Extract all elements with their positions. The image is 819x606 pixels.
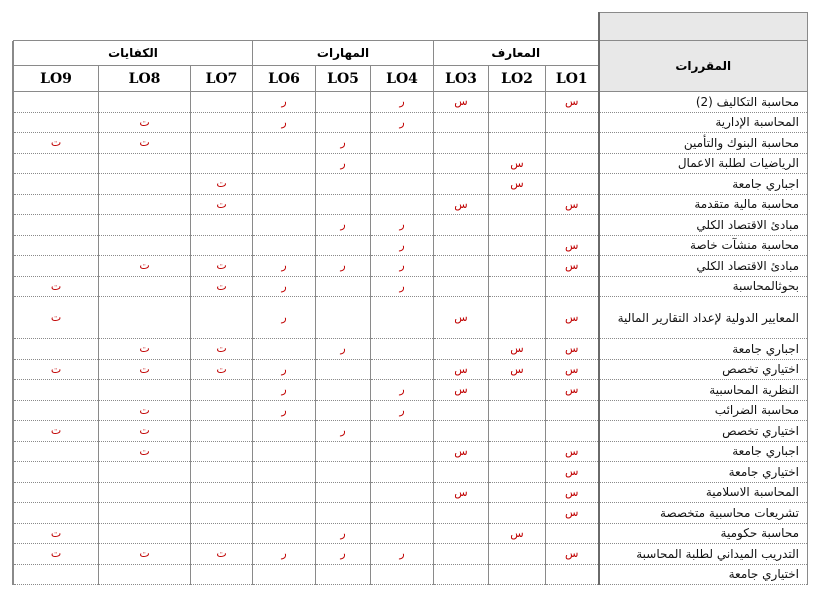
mapping-cell: س [434, 297, 489, 339]
mapping-cell [546, 564, 599, 585]
mapping-cell [489, 297, 546, 339]
mapping-cell: س [434, 92, 489, 113]
mapping-cell [316, 482, 371, 503]
mapping-cell [253, 235, 316, 256]
mapping-cell [434, 133, 489, 154]
mapping-cell: ت [99, 256, 191, 277]
table-row [13, 133, 808, 154]
mapping-cell: ت [99, 400, 191, 421]
outcome-header-lo4: LO4 [371, 66, 434, 92]
mapping-cell [489, 215, 546, 236]
course-name: اجباري جامعة [599, 339, 808, 360]
course-name: محاسبة الضرائب [599, 400, 808, 421]
mapping-cell [434, 503, 489, 524]
mapping-cell: س [434, 482, 489, 503]
mapping-cell: س [546, 462, 599, 483]
mapping-cell: س [434, 380, 489, 401]
mapping-cell [371, 359, 434, 380]
mapping-cell [191, 441, 253, 462]
mapping-cell [14, 153, 99, 174]
mapping-cell [489, 92, 546, 113]
mapping-cell [489, 112, 546, 133]
mapping-cell: ت [191, 339, 253, 360]
mapping-cell [191, 482, 253, 503]
mapping-cell: ت [14, 544, 99, 565]
mapping-cell: س [434, 441, 489, 462]
mapping-cell [489, 462, 546, 483]
table-row [13, 400, 808, 421]
mapping-cell: ت [99, 112, 191, 133]
table-row [13, 112, 808, 133]
mapping-cell: ر [316, 523, 371, 544]
course-name: محاسبة منشآت خاصة [599, 235, 808, 256]
mapping-cell [434, 462, 489, 483]
mapping-cell: ت [14, 421, 99, 442]
group-knowledge: المعارف [434, 41, 599, 66]
mapping-cell [191, 523, 253, 544]
mapping-cell: س [546, 92, 599, 113]
mapping-cell [99, 380, 191, 401]
matrix-table [12, 12, 808, 585]
mapping-cell [14, 112, 99, 133]
mapping-cell [99, 174, 191, 195]
mapping-cell [316, 112, 371, 133]
mapping-cell [14, 441, 99, 462]
mapping-cell [191, 235, 253, 256]
mapping-cell: ت [14, 133, 99, 154]
mapping-cell: ر [316, 133, 371, 154]
course-name: مبادئ الاقتصاد الكلي [599, 256, 808, 277]
mapping-cell [546, 523, 599, 544]
mapping-cell: س [546, 482, 599, 503]
mapping-cell [14, 503, 99, 524]
mapping-cell [191, 421, 253, 442]
mapping-cell: س [546, 544, 599, 565]
mapping-cell [99, 92, 191, 113]
mapping-cell [546, 400, 599, 421]
mapping-cell: ر [371, 215, 434, 236]
mapping-cell: س [434, 194, 489, 215]
mapping-cell [191, 112, 253, 133]
mapping-cell: ر [253, 544, 316, 565]
mapping-cell [253, 133, 316, 154]
mapping-cell: ت [191, 359, 253, 380]
mapping-cell: ر [253, 112, 316, 133]
table-row [13, 174, 808, 195]
mapping-cell: ر [371, 112, 434, 133]
course-name: التدريب الميداني لطلبة المحاسبة [599, 544, 808, 565]
course-name: اختياري جامعة [599, 564, 808, 585]
mapping-cell [14, 174, 99, 195]
mapping-cell: س [546, 297, 599, 339]
course-name: النظرية المحاسبية [599, 380, 808, 401]
mapping-cell [434, 400, 489, 421]
mapping-cell: ت [191, 194, 253, 215]
mapping-cell [316, 194, 371, 215]
mapping-cell [99, 523, 191, 544]
mapping-cell [489, 544, 546, 565]
outcome-header-lo3: LO3 [434, 66, 489, 92]
mapping-cell: س [489, 174, 546, 195]
mapping-cell: ت [99, 441, 191, 462]
course-name: المحاسبة الإدارية [599, 112, 808, 133]
mapping-cell [99, 503, 191, 524]
mapping-cell [316, 564, 371, 585]
mapping-cell [489, 133, 546, 154]
mapping-cell [316, 174, 371, 195]
course-header-top [599, 13, 808, 41]
mapping-cell: س [546, 339, 599, 360]
mapping-cell [253, 153, 316, 174]
mapping-cell [253, 215, 316, 236]
mapping-cell [99, 297, 191, 339]
mapping-cell [434, 276, 489, 297]
mapping-cell [316, 235, 371, 256]
mapping-cell [489, 276, 546, 297]
course-name: اختياري تخصص [599, 359, 808, 380]
mapping-cell [316, 380, 371, 401]
mapping-cell [371, 153, 434, 174]
mapping-cell [191, 503, 253, 524]
mapping-cell [14, 564, 99, 585]
table-row [13, 544, 808, 565]
mapping-cell [434, 174, 489, 195]
mapping-cell [14, 380, 99, 401]
mapping-cell [434, 544, 489, 565]
mapping-cell [371, 441, 434, 462]
mapping-cell: ر [253, 276, 316, 297]
mapping-cell [253, 503, 316, 524]
mapping-cell [371, 194, 434, 215]
mapping-cell [191, 297, 253, 339]
mapping-cell [371, 339, 434, 360]
mapping-cell [14, 215, 99, 236]
mapping-cell [316, 359, 371, 380]
mapping-cell [434, 112, 489, 133]
mapping-cell [489, 194, 546, 215]
mapping-cell: ر [253, 256, 316, 277]
mapping-cell [191, 153, 253, 174]
table-row [13, 482, 808, 503]
table-row [13, 421, 808, 442]
mapping-cell [489, 503, 546, 524]
mapping-cell [546, 421, 599, 442]
mapping-cell: ر [371, 256, 434, 277]
table-row [13, 380, 808, 401]
mapping-cell [434, 421, 489, 442]
mapping-cell: ر [253, 380, 316, 401]
table-row [13, 235, 808, 256]
mapping-cell [253, 564, 316, 585]
course-name: اختياري تخصص [599, 421, 808, 442]
mapping-cell [191, 92, 253, 113]
mapping-cell: ر [316, 153, 371, 174]
mapping-cell [99, 482, 191, 503]
mapping-cell: ت [191, 276, 253, 297]
mapping-cell: ت [14, 359, 99, 380]
mapping-cell [434, 256, 489, 277]
mapping-cell: س [546, 380, 599, 401]
mapping-cell [253, 523, 316, 544]
mapping-cell [371, 297, 434, 339]
group-skills: المهارات [253, 41, 434, 66]
outcome-header-lo1: LO1 [546, 66, 599, 92]
table-row [13, 339, 808, 360]
mapping-cell: ر [371, 544, 434, 565]
mapping-cell [489, 235, 546, 256]
mapping-cell [14, 462, 99, 483]
course-name: محاسبة البنوك والتأمين [599, 133, 808, 154]
mapping-cell [99, 276, 191, 297]
mapping-cell: ر [316, 421, 371, 442]
group-competencies: الكفايات [14, 41, 253, 66]
table-row [13, 441, 808, 462]
mapping-cell [253, 194, 316, 215]
course-name: المحاسبة الاسلامية [599, 482, 808, 503]
mapping-cell: ت [99, 421, 191, 442]
mapping-cell [253, 174, 316, 195]
mapping-cell [546, 215, 599, 236]
table-row [13, 276, 808, 297]
mapping-cell [191, 462, 253, 483]
mapping-cell: ت [191, 256, 253, 277]
mapping-cell: س [434, 359, 489, 380]
table-row [13, 215, 808, 236]
course-name: بحوثالمحاسبة [599, 276, 808, 297]
mapping-cell [191, 380, 253, 401]
mapping-cell [546, 133, 599, 154]
outcomes-matrix [12, 12, 807, 585]
mapping-cell [371, 462, 434, 483]
mapping-cell: س [546, 441, 599, 462]
outcome-header-lo9: LO9 [14, 66, 99, 92]
mapping-cell [14, 339, 99, 360]
mapping-cell: ر [316, 256, 371, 277]
mapping-cell [316, 462, 371, 483]
table-row [13, 256, 808, 277]
mapping-cell [546, 276, 599, 297]
mapping-cell: ت [14, 297, 99, 339]
mapping-cell [191, 215, 253, 236]
mapping-cell: ر [316, 215, 371, 236]
course-name: المعايير الدولية لإعداد التقارير المالية [599, 297, 808, 339]
mapping-cell: ت [14, 523, 99, 544]
mapping-cell [489, 256, 546, 277]
table-row [13, 153, 808, 174]
mapping-cell [316, 276, 371, 297]
mapping-cell [14, 92, 99, 113]
mapping-cell: ر [253, 359, 316, 380]
mapping-cell: ر [371, 380, 434, 401]
mapping-cell: س [489, 153, 546, 174]
mapping-cell [191, 400, 253, 421]
mapping-cell [371, 174, 434, 195]
table-row [13, 462, 808, 483]
course-name: اجباري جامعة [599, 174, 808, 195]
mapping-cell: س [546, 359, 599, 380]
table-row [13, 523, 808, 544]
mapping-cell [546, 112, 599, 133]
mapping-cell: ر [316, 339, 371, 360]
mapping-cell: س [489, 359, 546, 380]
mapping-cell: س [489, 523, 546, 544]
mapping-cell: ر [253, 92, 316, 113]
mapping-cell [316, 441, 371, 462]
mapping-cell: س [546, 194, 599, 215]
mapping-cell [546, 174, 599, 195]
mapping-cell [434, 215, 489, 236]
mapping-cell [253, 339, 316, 360]
mapping-cell [434, 235, 489, 256]
mapping-cell [14, 256, 99, 277]
mapping-cell [371, 523, 434, 544]
mapping-cell [99, 215, 191, 236]
mapping-cell [99, 462, 191, 483]
table-row [13, 92, 808, 113]
outcome-header-lo6: LO6 [253, 66, 316, 92]
mapping-cell [489, 380, 546, 401]
outcome-header-lo2: LO2 [489, 66, 546, 92]
mapping-cell [371, 421, 434, 442]
mapping-cell [14, 400, 99, 421]
mapping-cell: س [546, 503, 599, 524]
mapping-cell: ت [191, 544, 253, 565]
mapping-cell: س [546, 256, 599, 277]
course-name: محاسبة حكومية [599, 523, 808, 544]
mapping-cell: ر [371, 235, 434, 256]
mapping-cell [99, 564, 191, 585]
mapping-cell [253, 421, 316, 442]
mapping-cell: ر [371, 400, 434, 421]
mapping-cell: ت [99, 133, 191, 154]
mapping-cell [14, 482, 99, 503]
course-name: مبادئ الاقتصاد الكلي [599, 215, 808, 236]
mapping-cell: ت [191, 174, 253, 195]
mapping-cell [253, 482, 316, 503]
mapping-cell [253, 462, 316, 483]
mapping-cell [489, 482, 546, 503]
table-row [13, 297, 808, 339]
mapping-cell: ت [99, 339, 191, 360]
mapping-cell [316, 400, 371, 421]
mapping-cell: ر [371, 276, 434, 297]
mapping-cell: ت [99, 544, 191, 565]
outcome-header-lo7: LO7 [191, 66, 253, 92]
mapping-cell [434, 153, 489, 174]
mapping-cell: ت [99, 359, 191, 380]
table-row [13, 194, 808, 215]
mapping-cell [371, 503, 434, 524]
mapping-cell [99, 235, 191, 256]
table-row [13, 503, 808, 524]
mapping-cell: س [489, 339, 546, 360]
mapping-cell: ت [14, 276, 99, 297]
table-row [13, 359, 808, 380]
mapping-cell [371, 133, 434, 154]
course-name: اجباري جامعة [599, 441, 808, 462]
mapping-cell: ر [253, 400, 316, 421]
mapping-cell: ر [253, 297, 316, 339]
mapping-cell [434, 564, 489, 585]
mapping-cell: ر [371, 92, 434, 113]
mapping-cell [99, 153, 191, 174]
mapping-cell [316, 297, 371, 339]
mapping-cell [371, 564, 434, 585]
course-name: اختياري جامعة [599, 462, 808, 483]
mapping-cell [489, 400, 546, 421]
mapping-cell [253, 441, 316, 462]
outcome-header-lo5: LO5 [316, 66, 371, 92]
mapping-cell [316, 92, 371, 113]
course-name: محاسبة مالية متقدمة [599, 194, 808, 215]
outcome-header-lo8: LO8 [99, 66, 191, 92]
table-row [13, 564, 808, 585]
mapping-cell [316, 503, 371, 524]
mapping-cell [489, 441, 546, 462]
mapping-cell [371, 482, 434, 503]
mapping-cell [191, 133, 253, 154]
mapping-cell: س [546, 235, 599, 256]
mapping-cell [191, 564, 253, 585]
mapping-cell [546, 153, 599, 174]
mapping-cell [489, 564, 546, 585]
mapping-cell [434, 339, 489, 360]
mapping-cell: ر [316, 544, 371, 565]
course-name: تشريعات محاسبية متخصصة [599, 503, 808, 524]
mapping-cell [14, 194, 99, 215]
course-column-header: المقررات [599, 41, 808, 92]
mapping-cell [434, 523, 489, 544]
course-name: محاسبة التكاليف (2) [599, 92, 808, 113]
mapping-cell [14, 235, 99, 256]
course-name: الرياضيات لطلبة الاعمال [599, 153, 808, 174]
mapping-cell [489, 421, 546, 442]
mapping-cell [99, 194, 191, 215]
